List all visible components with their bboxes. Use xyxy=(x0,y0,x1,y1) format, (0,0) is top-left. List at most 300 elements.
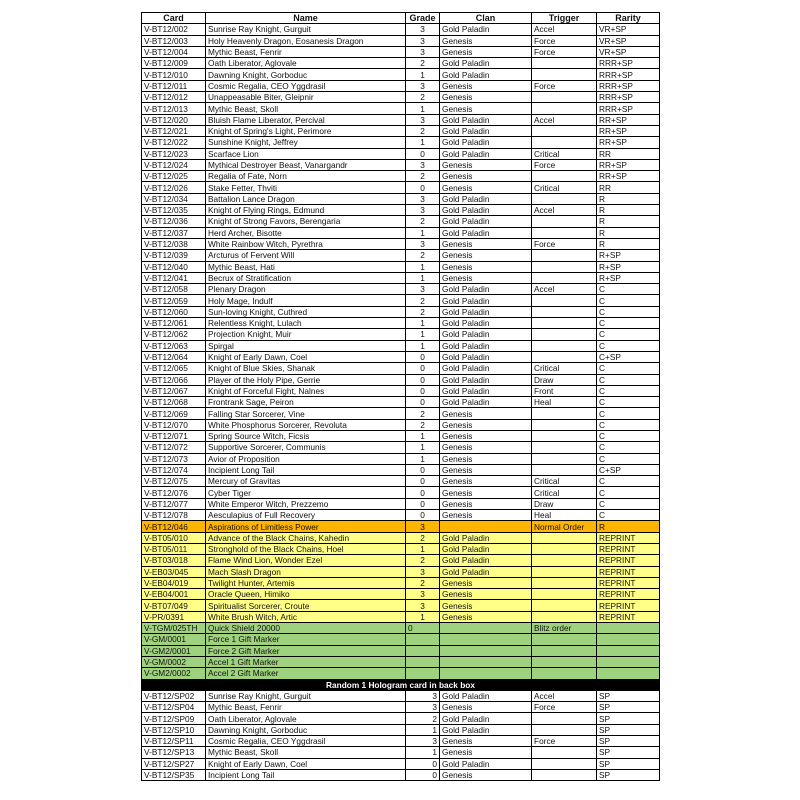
cell-clan: Gold Paladin xyxy=(440,69,532,80)
cell-card: V-BT07/049 xyxy=(142,600,206,611)
cell-clan: Genesis xyxy=(440,510,532,521)
cell-grade: 0 xyxy=(406,397,440,408)
cell-name: Stake Fetter, Thviti xyxy=(206,182,406,193)
cell-clan: Gold Paladin xyxy=(440,125,532,136)
cell-rarity: C+SP xyxy=(597,351,660,362)
cell-trigger: Accel xyxy=(532,114,597,125)
cell-rarity: C xyxy=(597,284,660,295)
table-row xyxy=(142,532,660,543)
table-row xyxy=(142,374,660,385)
table-row xyxy=(142,329,660,340)
cell-card: V-BT12/078 xyxy=(142,510,206,521)
cell-rarity: R xyxy=(597,205,660,216)
cell-trigger xyxy=(532,600,597,611)
cell-card: V-BT12/058 xyxy=(142,284,206,295)
cell-grade: 1 xyxy=(406,272,440,283)
cell-trigger xyxy=(532,430,597,441)
cell-clan: Genesis xyxy=(440,589,532,600)
cell-trigger xyxy=(532,58,597,69)
cell-rarity: REPRINT xyxy=(597,532,660,543)
cell-name: Scarface Lion xyxy=(206,148,406,159)
cell-grade: 1 xyxy=(406,261,440,272)
cell-clan: Genesis xyxy=(440,159,532,170)
cell-card: V-BT12/009 xyxy=(142,58,206,69)
cell-clan: Gold Paladin xyxy=(440,216,532,227)
cell-grade: 3 xyxy=(406,566,440,577)
cell-grade: 0 xyxy=(406,487,440,498)
cell-trigger: Force xyxy=(532,159,597,170)
cell-card: V-BT12/076 xyxy=(142,487,206,498)
cell-card: V-BT12/046 xyxy=(142,521,206,532)
table-row xyxy=(142,724,660,735)
cell-clan: Gold Paladin xyxy=(440,227,532,238)
cell-card: V-BT12/077 xyxy=(142,498,206,509)
cell-card: V-BT12/036 xyxy=(142,216,206,227)
cell-name: Sunrise Ray Knight, Gurguit xyxy=(206,24,406,35)
cell-clan: Gold Paladin xyxy=(440,758,532,769)
table-row xyxy=(142,453,660,464)
cell-name: Quick Shield 20000 xyxy=(206,623,406,634)
cell-trigger xyxy=(532,656,597,667)
cell-grade: 0 xyxy=(406,510,440,521)
cell-clan: Genesis xyxy=(440,261,532,272)
cell-grade: 1 xyxy=(406,747,440,758)
cell-grade: 0 xyxy=(406,769,440,780)
table-row xyxy=(142,193,660,204)
cell-clan: Genesis xyxy=(440,487,532,498)
cell-card: V-PR/0391 xyxy=(142,611,206,622)
cell-clan: Genesis xyxy=(440,442,532,453)
cell-card: V-EB03/045 xyxy=(142,566,206,577)
cell-grade: 2 xyxy=(406,306,440,317)
cell-trigger: Critical xyxy=(532,182,597,193)
cell-name: Falling Star Sorcerer, Vine xyxy=(206,408,406,419)
cell-grade: 3 xyxy=(406,46,440,57)
cell-name: Knight of Early Dawn, Coel xyxy=(206,758,406,769)
cell-card: V-BT12/SP10 xyxy=(142,724,206,735)
cell-rarity: VR+SP xyxy=(597,35,660,46)
cell-name: Projection Knight, Muir xyxy=(206,329,406,340)
cell-name: Aspirations of Limitless Power xyxy=(206,521,406,532)
cell-rarity: C xyxy=(597,408,660,419)
cell-trigger: Force xyxy=(532,35,597,46)
cell-rarity xyxy=(597,645,660,656)
cell-name: Knight of Flying Rings, Edmund xyxy=(206,205,406,216)
cell-clan xyxy=(440,634,532,645)
cell-card: V-BT12/002 xyxy=(142,24,206,35)
cell-trigger xyxy=(532,442,597,453)
cell-clan: Gold Paladin xyxy=(440,58,532,69)
cell-grade: 1 xyxy=(406,103,440,114)
cell-grade: 1 xyxy=(406,430,440,441)
cell-name: Accel 2 Gift Marker xyxy=(206,668,406,679)
banner-text: Random 1 Hologram card in back box xyxy=(142,679,660,690)
cell-name: Cosmic Regalia, CEO Yggdrasil xyxy=(206,80,406,91)
cell-clan: Gold Paladin xyxy=(440,137,532,148)
cell-clan: Gold Paladin xyxy=(440,566,532,577)
cell-name: Oath Liberator, Aglovale xyxy=(206,713,406,724)
table-row xyxy=(142,80,660,91)
cell-card: V-BT12/059 xyxy=(142,295,206,306)
cell-clan: Gold Paladin xyxy=(440,306,532,317)
cell-clan: Gold Paladin xyxy=(440,690,532,701)
table-row xyxy=(142,702,660,713)
cell-clan: Gold Paladin xyxy=(440,148,532,159)
cell-rarity xyxy=(597,623,660,634)
cell-clan xyxy=(440,668,532,679)
cell-clan: Genesis xyxy=(440,769,532,780)
cell-grade: 3 xyxy=(406,284,440,295)
cell-rarity: C xyxy=(597,397,660,408)
cell-rarity: SP xyxy=(597,758,660,769)
cell-clan: Genesis xyxy=(440,238,532,249)
cell-trigger xyxy=(532,69,597,80)
cell-grade: 0 xyxy=(406,374,440,385)
cell-trigger xyxy=(532,464,597,475)
cell-grade: 3 xyxy=(406,159,440,170)
cell-card: V-BT12/040 xyxy=(142,261,206,272)
table-row xyxy=(142,148,660,159)
cell-name: Knight of Blue Skies, Shanak xyxy=(206,363,406,374)
cell-rarity: REPRINT xyxy=(597,543,660,554)
cell-rarity xyxy=(597,656,660,667)
cell-trigger xyxy=(532,261,597,272)
cell-grade: 2 xyxy=(406,532,440,543)
cell-card: V-BT12/023 xyxy=(142,148,206,159)
cell-name: Mythic Beast, Fenrir xyxy=(206,46,406,57)
cell-trigger xyxy=(532,272,597,283)
cell-clan: Genesis xyxy=(440,408,532,419)
cell-grade: 1 xyxy=(406,69,440,80)
cell-card: V-BT12/021 xyxy=(142,125,206,136)
cell-trigger xyxy=(532,351,597,362)
cell-rarity: SP xyxy=(597,690,660,701)
cell-trigger xyxy=(532,566,597,577)
table-row xyxy=(142,295,660,306)
cell-name: Holy Heavenly Dragon, Eosanesis Dragon xyxy=(206,35,406,46)
cell-clan: Gold Paladin xyxy=(440,374,532,385)
cell-trigger: Draw xyxy=(532,498,597,509)
cell-clan: Genesis xyxy=(440,611,532,622)
cell-card: V-BT12/022 xyxy=(142,137,206,148)
cell-card: V-BT12/024 xyxy=(142,159,206,170)
cell-card: V-BT12/012 xyxy=(142,92,206,103)
table-row xyxy=(142,125,660,136)
cell-grade: 0 xyxy=(406,182,440,193)
table-row xyxy=(142,510,660,521)
cell-rarity: C xyxy=(597,476,660,487)
table-row xyxy=(142,611,660,622)
cell-name: Arcturus of Fervent Will xyxy=(206,250,406,261)
cell-name: White Brush Witch, Artic xyxy=(206,611,406,622)
cell-trigger xyxy=(532,408,597,419)
table-row xyxy=(142,227,660,238)
table-row xyxy=(142,171,660,182)
cell-name: Becrux of Stratification xyxy=(206,272,406,283)
cell-name: Avior of Proposition xyxy=(206,453,406,464)
cell-trigger xyxy=(532,532,597,543)
header-card: Card xyxy=(142,13,206,24)
cell-rarity: C xyxy=(597,419,660,430)
cell-grade: 1 xyxy=(406,724,440,735)
cell-rarity: R+SP xyxy=(597,272,660,283)
cell-rarity: SP xyxy=(597,769,660,780)
table-row xyxy=(142,408,660,419)
cell-card: V-BT12/038 xyxy=(142,238,206,249)
cell-trigger xyxy=(532,543,597,554)
table-row xyxy=(142,476,660,487)
cell-name: Cyber Tiger xyxy=(206,487,406,498)
cell-clan: Gold Paladin xyxy=(440,114,532,125)
cell-card: V-BT12/SP35 xyxy=(142,769,206,780)
table-row xyxy=(142,747,660,758)
cell-card: V-BT12/026 xyxy=(142,182,206,193)
cell-clan: Genesis xyxy=(440,46,532,57)
cell-trigger: Critical xyxy=(532,148,597,159)
table-row xyxy=(142,137,660,148)
cell-trigger xyxy=(532,668,597,679)
cell-trigger: Blitz order xyxy=(532,623,597,634)
cell-grade: 0 xyxy=(406,498,440,509)
cell-grade: 3 xyxy=(406,80,440,91)
cell-trigger xyxy=(532,227,597,238)
cell-card: V-BT12/025 xyxy=(142,171,206,182)
cell-rarity: REPRINT xyxy=(597,577,660,588)
cell-trigger: Critical xyxy=(532,476,597,487)
cell-card: V-EB04/019 xyxy=(142,577,206,588)
cell-trigger xyxy=(532,193,597,204)
cell-trigger: Accel xyxy=(532,24,597,35)
cell-grade: 2 xyxy=(406,58,440,69)
cell-card: V-BT12/075 xyxy=(142,476,206,487)
cell-rarity: R xyxy=(597,216,660,227)
cell-trigger xyxy=(532,713,597,724)
cell-name: Spiritualist Sorcerer, Croute xyxy=(206,600,406,611)
cell-grade: 1 xyxy=(406,329,440,340)
cell-trigger xyxy=(532,171,597,182)
cell-rarity: RR+SP xyxy=(597,171,660,182)
cell-trigger: Force xyxy=(532,702,597,713)
table-row xyxy=(142,216,660,227)
cell-name: Oath Liberator, Aglovale xyxy=(206,58,406,69)
table-row xyxy=(142,159,660,170)
cell-grade: 2 xyxy=(406,295,440,306)
cell-clan: Gold Paladin xyxy=(440,363,532,374)
table-row xyxy=(142,555,660,566)
cell-card: V-BT12/041 xyxy=(142,272,206,283)
cell-name: Mercury of Gravitas xyxy=(206,476,406,487)
cell-card: V-BT12/066 xyxy=(142,374,206,385)
cell-grade: 2 xyxy=(406,419,440,430)
cell-rarity: VR+SP xyxy=(597,46,660,57)
cell-card: V-BT12/069 xyxy=(142,408,206,419)
table-row xyxy=(142,656,660,667)
table-row xyxy=(142,668,660,679)
cell-grade: 2 xyxy=(406,216,440,227)
cell-card: V-BT12/065 xyxy=(142,363,206,374)
cell-card: V-BT12/064 xyxy=(142,351,206,362)
cell-clan: Gold Paladin xyxy=(440,397,532,408)
cell-clan: Gold Paladin xyxy=(440,193,532,204)
cell-clan: Gold Paladin xyxy=(440,713,532,724)
cell-rarity: REPRINT xyxy=(597,555,660,566)
cell-trigger xyxy=(532,453,597,464)
cell-rarity: RRR+SP xyxy=(597,92,660,103)
cell-clan: Gold Paladin xyxy=(440,555,532,566)
table-row xyxy=(142,521,660,532)
cell-rarity: C xyxy=(597,510,660,521)
cell-card: V-BT12/SP13 xyxy=(142,747,206,758)
cell-grade xyxy=(406,668,440,679)
cell-trigger xyxy=(532,758,597,769)
cell-card: V-BT12/035 xyxy=(142,205,206,216)
cell-trigger xyxy=(532,589,597,600)
cell-card: V-BT12/071 xyxy=(142,430,206,441)
cell-grade xyxy=(406,656,440,667)
cell-clan: Genesis xyxy=(440,702,532,713)
cell-trigger xyxy=(532,318,597,329)
cell-trigger: Critical xyxy=(532,363,597,374)
cell-card: V-BT12/003 xyxy=(142,35,206,46)
header-grade: Grade xyxy=(406,13,440,24)
cell-rarity: C xyxy=(597,453,660,464)
cell-clan xyxy=(440,645,532,656)
cell-name: Flame Wind Lion, Wonder Ezel xyxy=(206,555,406,566)
cell-rarity: REPRINT xyxy=(597,600,660,611)
cell-rarity: REPRINT xyxy=(597,611,660,622)
cell-name: Bluish Flame Liberator, Percival xyxy=(206,114,406,125)
cell-grade: 1 xyxy=(406,442,440,453)
table-row xyxy=(142,442,660,453)
cell-grade: 3 xyxy=(406,521,440,532)
table-row xyxy=(142,182,660,193)
cell-trigger xyxy=(532,103,597,114)
cell-grade: 0 xyxy=(406,385,440,396)
cell-rarity: C xyxy=(597,340,660,351)
cell-name: Unappeasable Biter, Gleipnir xyxy=(206,92,406,103)
table-row xyxy=(142,46,660,57)
table-row xyxy=(142,58,660,69)
table-row xyxy=(142,238,660,249)
cell-clan xyxy=(440,623,532,634)
cell-trigger: Critical xyxy=(532,487,597,498)
cell-clan: Gold Paladin xyxy=(440,205,532,216)
table-row xyxy=(142,35,660,46)
cell-name: White Emperor Witch, Prezzemo xyxy=(206,498,406,509)
table-row xyxy=(142,430,660,441)
cell-trigger xyxy=(532,250,597,261)
cell-card: V-GM2/0001 xyxy=(142,645,206,656)
cell-card: V-BT05/011 xyxy=(142,543,206,554)
cell-card: V-BT12/060 xyxy=(142,306,206,317)
card-list-table xyxy=(141,12,660,781)
table-row xyxy=(142,623,660,634)
cell-clan: Genesis xyxy=(440,498,532,509)
cell-grade: 2 xyxy=(406,577,440,588)
cell-clan: Gold Paladin xyxy=(440,284,532,295)
cell-rarity: RR xyxy=(597,182,660,193)
cell-rarity: RRR+SP xyxy=(597,103,660,114)
cell-card: V-BT12/SP11 xyxy=(142,736,206,747)
cell-rarity: C xyxy=(597,487,660,498)
header-name: Name xyxy=(206,13,406,24)
table-row xyxy=(142,261,660,272)
cell-clan: Genesis xyxy=(440,464,532,475)
cell-name: Dawning Knight, Gorboduc xyxy=(206,724,406,735)
cell-rarity: REPRINT xyxy=(597,589,660,600)
cell-card: V-BT12/068 xyxy=(142,397,206,408)
cell-name: Holy Mage, Indulf xyxy=(206,295,406,306)
table-row xyxy=(142,351,660,362)
table-row xyxy=(142,600,660,611)
cell-name: Knight of Forceful Fight, Nalnes xyxy=(206,385,406,396)
table-row xyxy=(142,758,660,769)
card-list-sheet xyxy=(141,12,659,781)
cell-trigger: Accel xyxy=(532,690,597,701)
cell-clan: Genesis xyxy=(440,453,532,464)
table-row xyxy=(142,306,660,317)
cell-grade: 2 xyxy=(406,713,440,724)
cell-trigger xyxy=(532,137,597,148)
cell-name: Relentless Knight, Lulach xyxy=(206,318,406,329)
cell-grade: 2 xyxy=(406,125,440,136)
cell-name: Player of the Holy Pipe, Gerrie xyxy=(206,374,406,385)
table-row xyxy=(142,340,660,351)
cell-rarity: SP xyxy=(597,736,660,747)
cell-trigger: Heal xyxy=(532,510,597,521)
cell-rarity: R+SP xyxy=(597,261,660,272)
cell-clan: Genesis xyxy=(440,600,532,611)
table-row xyxy=(142,284,660,295)
cell-grade: 3 xyxy=(406,690,440,701)
cell-clan: Genesis xyxy=(440,476,532,487)
cell-rarity: RR+SP xyxy=(597,125,660,136)
cell-rarity: VR+SP xyxy=(597,24,660,35)
cell-grade: 3 xyxy=(406,193,440,204)
cell-clan: Genesis xyxy=(440,577,532,588)
cell-grade: 3 xyxy=(406,702,440,713)
cell-grade: 1 xyxy=(406,137,440,148)
cell-clan: Gold Paladin xyxy=(440,532,532,543)
cell-rarity: RRR+SP xyxy=(597,58,660,69)
cell-trigger xyxy=(532,216,597,227)
cell-name: Battalion Lance Dragon xyxy=(206,193,406,204)
cell-name: Sun-loving Knight, Cuthred xyxy=(206,306,406,317)
cell-name: Force 2 Gift Marker xyxy=(206,645,406,656)
cell-card: V-BT12/SP02 xyxy=(142,690,206,701)
cell-rarity: C xyxy=(597,295,660,306)
cell-rarity: REPRINT xyxy=(597,566,660,577)
cell-rarity: SP xyxy=(597,702,660,713)
cell-card: V-BT12/SP27 xyxy=(142,758,206,769)
cell-clan: Gold Paladin xyxy=(440,329,532,340)
cell-grade: 2 xyxy=(406,171,440,182)
table-row xyxy=(142,713,660,724)
cell-card: V-BT12/067 xyxy=(142,385,206,396)
cell-card: V-BT03/018 xyxy=(142,555,206,566)
table-row xyxy=(142,498,660,509)
cell-trigger xyxy=(532,577,597,588)
cell-name: Mythic Beast, Skoll xyxy=(206,747,406,758)
cell-card: V-BT12/020 xyxy=(142,114,206,125)
banner-row xyxy=(142,679,660,690)
cell-card: V-BT12/004 xyxy=(142,46,206,57)
cell-name: Mach Slash Dragon xyxy=(206,566,406,577)
cell-rarity: SP xyxy=(597,724,660,735)
cell-name: Incipient Long Tail xyxy=(206,769,406,780)
table-row xyxy=(142,464,660,475)
cell-clan: Genesis xyxy=(440,250,532,261)
